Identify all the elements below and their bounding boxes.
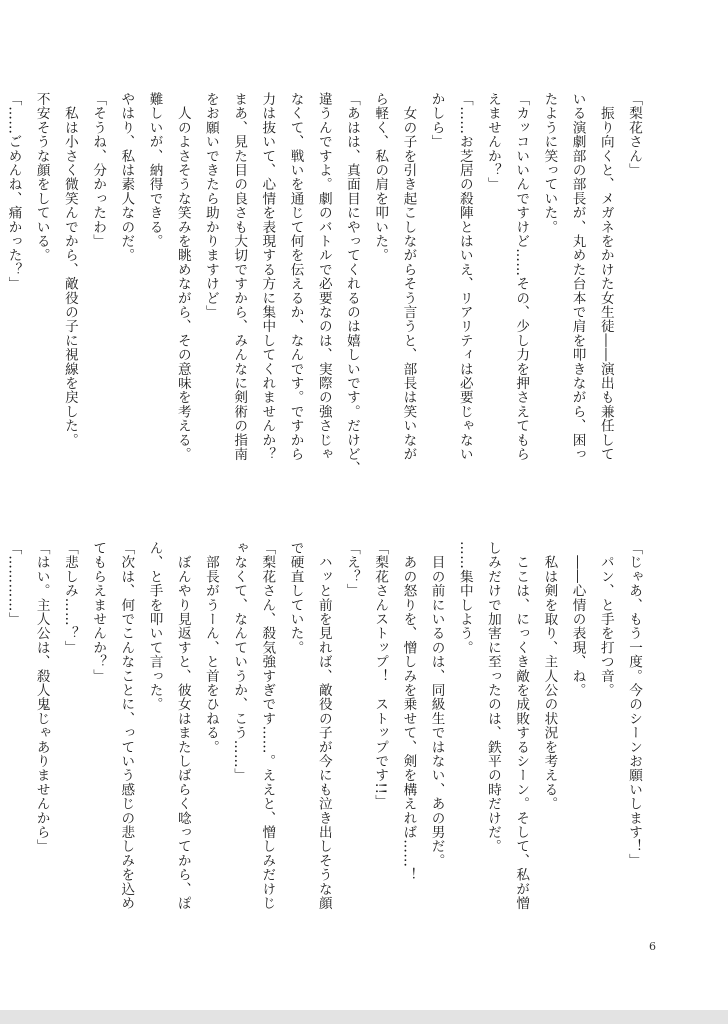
upper-text-block	[5, 92, 648, 512]
text-line: をお願いできたら助かりますけど」	[202, 92, 219, 320]
text-line: 目の前にいるのは、同級生ではない、あの男だ。	[428, 541, 445, 868]
text-line: しみだけで加害に至ったのは、鉄平の時だけだ。	[484, 541, 501, 854]
text-line: 振り向くと、メガネをかけた女生徒――演出も兼任して	[597, 92, 614, 462]
text-line: 人のよさそうな笑みを眺めながら、その意味を考える。	[174, 92, 191, 462]
text-line: ら軽く、私の肩を叩いた。	[372, 92, 389, 263]
text-line: えませんか？」	[484, 92, 501, 192]
text-line: で硬直していた。	[287, 541, 304, 655]
text-line: 「梨花さん、殺気強すぎです……。ええと、憎しみだけじ	[259, 541, 276, 911]
text-line: 「カッコいいんですけど……その、少し力を押さえてもら	[513, 92, 530, 462]
text-line: 「はい。主人公は、殺人鬼じゃありませんから」	[33, 541, 50, 854]
text-line: たように笑っていた。	[541, 92, 558, 234]
text-line: 難しいが、納得できる。	[146, 92, 163, 249]
text-line: 違うんですよ。劇のバトルで必要なのは、実際の強さじゃ	[315, 92, 332, 462]
text-line: 「え？」	[343, 541, 360, 598]
text-line: いる演劇部の部長が、丸めた台本で肩を叩きながら、困っ	[569, 92, 586, 462]
text-line: 「…………」	[5, 541, 22, 627]
viewer-background-strip	[0, 1010, 728, 1024]
text-line: なくて、戦いを通じて何を伝えるか、なんです。ですから	[287, 92, 304, 462]
text-line: ……集中しよう。	[456, 541, 473, 655]
text-line: 「梨花さん」	[626, 92, 642, 178]
text-line: まあ、見た目の良さも大切ですから、みんなに剣術の指南	[231, 92, 248, 462]
text-line: 部長がうーん、と首をひねる。	[202, 541, 219, 754]
text-line: 「そうね、分かったわ」	[90, 92, 107, 249]
text-line: 「……ごめんね、痛かった？」	[5, 92, 22, 291]
text-line: 「次は、何でこんなことに、っていう感じの悲しみを込め	[118, 541, 135, 911]
text-line: かしら」	[428, 92, 445, 149]
text-line: ぼんやり見返すと、彼女はまたしばらく唸ってから、ぽ	[174, 541, 191, 911]
text-line: あの怒りを、憎しみを乗せて、剣を構えれば……！	[400, 541, 417, 882]
text-line: ハッと前を見れば、敵役の子が今にも泣き出しそうな顔	[315, 541, 332, 911]
text-line: ――心情の表現、ね。	[569, 541, 586, 698]
text-line: 「あはは、真面目にやってくれるのは嬉しいです。だけど、	[343, 92, 360, 476]
text-line: 私は剣を取り、主人公の状況を考える。	[541, 541, 558, 811]
text-line: 「じゃあ、もう一度。今のシーンお願いします！」	[626, 541, 642, 868]
text-line: ん、と手を叩いて言った。	[146, 541, 163, 712]
text-line: ゃなくて、なんていうか、こう……」	[231, 541, 248, 783]
text-line: やはり、私は素人なのだ。	[118, 92, 135, 263]
text-line: パン、と手を打つ音。	[597, 541, 614, 698]
page-number: 6	[649, 940, 656, 953]
text-line: 私は小さく微笑んでから、敵役の子に視線を戻した。	[61, 92, 78, 447]
text-line: 不安そうな顔をしている。	[33, 92, 50, 263]
text-line: 「……お芝居の殺陣とはいえ、リアリティは必要じゃない	[456, 92, 473, 462]
text-line: ここは、にっくき敵を成敗するシーン。そして、私が憎	[513, 541, 530, 911]
text-line: 力は抜いて、心情を表現する方に集中してくれませんか？	[259, 92, 276, 462]
text-line: 「梨花さんストップ！ ストップです!!」	[372, 541, 389, 809]
text-line: 「悲しみ……？」	[61, 541, 78, 655]
lower-text-block	[5, 541, 648, 961]
text-line: てもらえませんか？」	[90, 541, 107, 683]
text-line: 女の子を引き起こしながらそう言うと、部長は笑いなが	[400, 92, 417, 462]
